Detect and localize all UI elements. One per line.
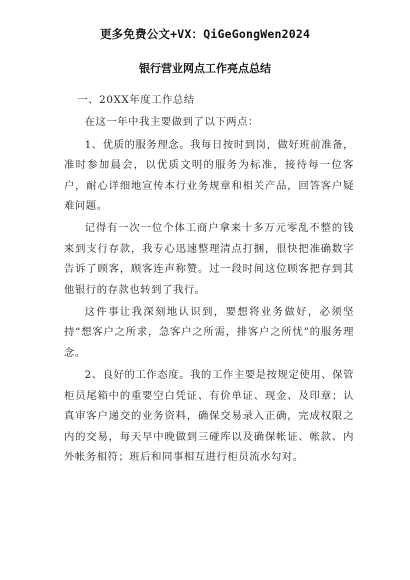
paragraph-lesson: 这件事让我深刻地认识到，要想将业务做好，必须坚持“想客户之所求，急客户之所需，排客户之所忧”的服务理念。 <box>64 306 354 359</box>
document-title: 银行营业网点工作亮点总结 <box>139 62 271 75</box>
paragraph-work-attitude: 2、良好的工作态度。我的工作主要是按规定使用、保管柜员尾箱中的重要空白凭证、有价单证、现金、及印章；认真审客户递交的业务资料，确保交易录入正确，完成权限之内的交易，每天早中晚做到三碰库以及确保帐证、帐款、内外帐务相符；班后和同事相互进行柜员流水勾对。 <box>64 369 354 463</box>
paragraph-intro: 在这一年中我主要做到了以下两点： <box>84 116 259 129</box>
document-body <box>64 90 354 469</box>
promo-header: 更多免费公文+VX：QiGeGongWen2024 <box>99 27 311 41</box>
section-heading: 一、20XX年度工作总结 <box>77 94 195 106</box>
paragraph-anecdote: 记得有一次一位个体工商户拿来十多万元零乱不整的钱来到支行存款，我专心迅速整理清点打捆，很快把准确数字告诉了顾客，顾客连声称赞。过一段时间这位顾客把存到其他银行的存款也转到了我行。 <box>64 222 354 296</box>
paragraph-service-concept: 1、优质的服务理念。我每日按时到岗，做好班前准备，准时参加晨会，以优质文明的服务为标准，接待每一位客户，耐心详细地宣传本行业务规章和相关产品，回答客户疑难问题。 <box>64 138 354 213</box>
